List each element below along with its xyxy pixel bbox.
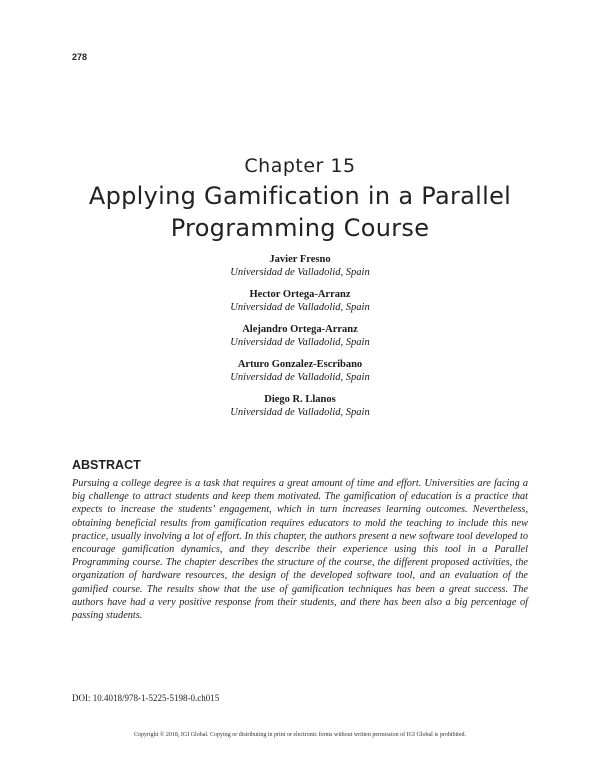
author-entry — [0, 288, 600, 314]
author-entry — [0, 323, 600, 349]
copyright-notice: Copyright © 2018, IGI Global. Copying or distributing in print or electronic forms without written permission of IGI Global is prohibited. — [133, 732, 466, 738]
author-affiliation: Universidad de Valladolid, Spain — [230, 372, 370, 383]
author-name: Javier Fresno — [269, 254, 331, 265]
abstract-body: Pursuing a college degree is a task that requires a great amount of time and effort. Universities are facing a big challenge to attract students and keep them motivated. The gamification of education is a practice that expects to increase the students’ engagement, which in turn increases learning outcomes. Nevertheless, obtaining beneficial results from gamification requires educators to mold the teaching to include this new practice, usually involving a lot of effort. In this chapter, the authors present a new software tool developed to encourage gamification dynamics, and they describe their experience using this tool in a Parallel Programming course. The chapter describes the structure of the course, the different proposed activities, the organization of hardware resources, the design of the developed software tool, and an evaluation of the gamified course. The results show that the use of gamification techniques has been a great success. The authors have had a very positive response from their students, and there has been also a big percentage of passing students. — [72, 478, 528, 622]
abstract-heading: ABSTRACT — [72, 458, 141, 472]
author-name: Hector Ortega-Arranz — [249, 289, 351, 300]
author-name: Alejandro Ortega-Arranz — [242, 324, 358, 335]
author-affiliation: Universidad de Valladolid, Spain — [230, 337, 370, 348]
author-list — [0, 253, 600, 428]
author-entry — [0, 253, 600, 279]
author-affiliation: Universidad de Valladolid, Spain — [230, 267, 370, 278]
chapter-title: Applying Gamification in a Parallel Programming Course — [88, 182, 512, 242]
page-number: 278 — [72, 52, 88, 62]
doi-line: DOI: 10.4018/978-1-5225-5198-0.ch015 — [72, 693, 220, 703]
author-name: Diego R. Llanos — [264, 394, 336, 405]
author-affiliation: Universidad de Valladolid, Spain — [230, 302, 370, 313]
author-entry — [0, 393, 600, 419]
chapter-label: Chapter 15 — [244, 155, 356, 177]
author-affiliation: Universidad de Valladolid, Spain — [230, 407, 370, 418]
author-name: Arturo Gonzalez-Escribano — [237, 359, 363, 370]
author-entry — [0, 358, 600, 384]
